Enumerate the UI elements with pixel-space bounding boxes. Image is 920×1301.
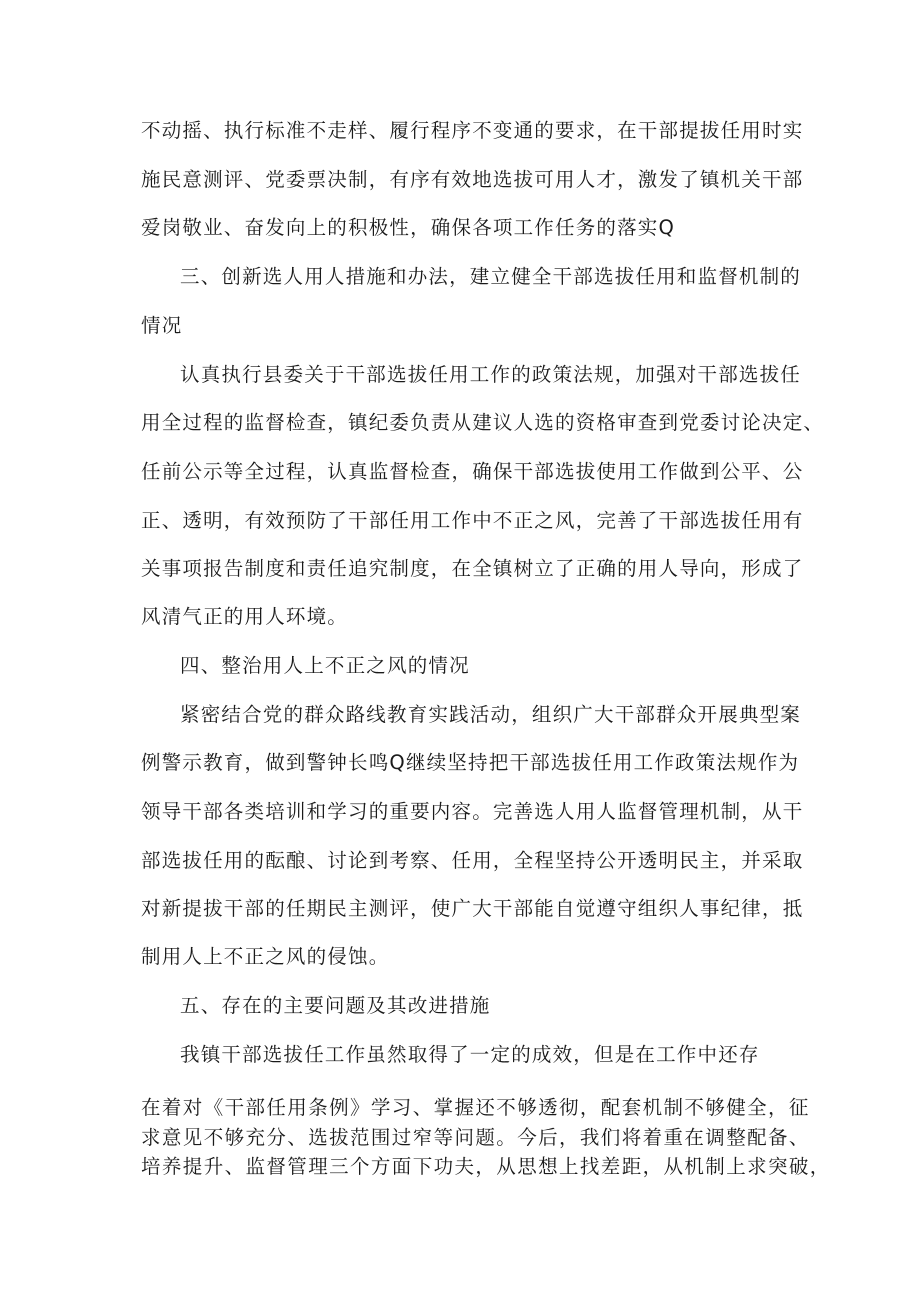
section-heading: 三、创新选人用人措施和办法，建立健全干部选拔任用和监督机制的 xyxy=(180,265,802,288)
text-line: 爱岗敬业、奋发向上的积极性，确保各项工作任务的落实Q xyxy=(141,216,676,239)
text-line: 对新提拔干部的任期民主测评，使广大干部能自觉遵守组织人事纪律，抵 xyxy=(141,897,804,920)
text-line: 求意见不够充分、选拔范围过窄等问题。今后，我们将着重在调整配备、 xyxy=(141,1126,810,1149)
text-line: 领导干部各类培训和学习的重要内容。完善选人用人监督管理机制，从干 xyxy=(141,800,804,823)
text-line: 在着对《干部任用条例》学习、掌握还不够透彻，配套机制不够健全，征 xyxy=(141,1096,810,1119)
paragraph-start: 认真执行县委关于干部选拔任用工作的政策法规，加强对干部选拔任 xyxy=(180,363,802,386)
text-line: 用全过程的监督检查，镇纪委负责从建议人选的资格审查到党委讨论决定、 xyxy=(141,411,825,434)
section-heading: 四、整治用人上不正之风的情况 xyxy=(180,654,470,677)
paragraph-start: 紧密结合党的群众路线教育实践活动，组织广大干部群众开展典型案 xyxy=(180,703,802,726)
text-line: 任前公示等全过程，认真监督检查，确保干部选拔使用工作做到公平、公 xyxy=(141,460,804,483)
text-line: 例警示教育，做到警钟长鸣Q继续坚持把干部选拔任用工作政策法规作为 xyxy=(141,751,800,774)
text-line: 制用人上不正之风的侵蚀。 xyxy=(141,945,390,968)
text-line: 正、透明，有效预防了干部任用工作中不正之风，完善了干部选拔任用有 xyxy=(141,509,804,532)
section-heading: 五、存在的主要问题及其改进措施 xyxy=(180,994,491,1017)
text-line: 风清气正的用人环境。 xyxy=(141,605,349,628)
paragraph-start: 我镇干部选拔任工作虽然取得了一定的成效，但是在工作中还存 xyxy=(180,1043,760,1066)
text-line: 不动摇、执行标准不走样、履行程序不变通的要求，在干部提拔任用时实 xyxy=(141,119,804,142)
text-line: 关事项报告制度和责任追究制度，在全镇树立了正确的用人导向，形成了 xyxy=(141,557,804,580)
text-line: 情况 xyxy=(141,314,183,337)
text-line: 培养提升、监督管理三个方面下功夫，从思想上找差距，从机制上求突破， xyxy=(141,1155,831,1178)
text-line: 施民意测评、党委票决制，有序有效地选拔可用人才，激发了镇机关干部 xyxy=(141,168,804,191)
text-line: 部选拔任用的酝酿、讨论到考察、任用，全程坚持公开透明民主，并采取 xyxy=(141,849,804,872)
